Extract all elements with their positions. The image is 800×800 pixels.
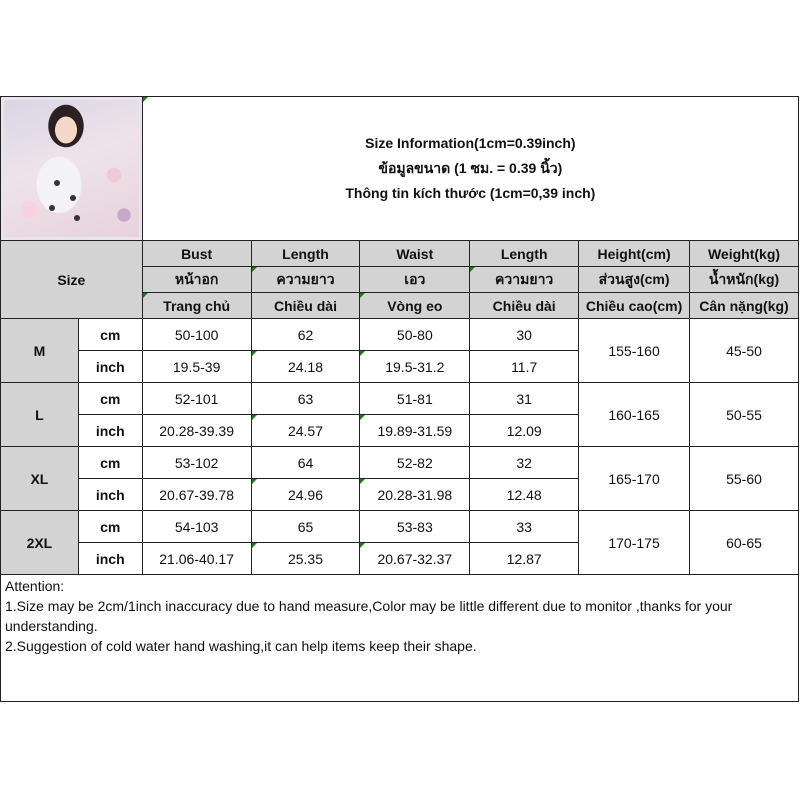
- column-header-th: ส่วนสูง(cm): [579, 267, 690, 293]
- measurement-cell: 53-83: [360, 511, 470, 543]
- column-header-vi: Chiều dài: [251, 293, 360, 319]
- product-photo-cell: [1, 97, 143, 241]
- measurement-cell: 52-82: [360, 447, 470, 479]
- table-row: [1, 511, 799, 543]
- measurement-cell: 65: [251, 511, 360, 543]
- measurement-cell: 64: [251, 447, 360, 479]
- column-header-vi: Vòng eo: [360, 293, 470, 319]
- column-header-th: ความยาว: [251, 267, 360, 293]
- attention-notes: [0, 572, 799, 702]
- size-chart: [0, 96, 799, 702]
- column-header-vi: Chiều dài: [470, 293, 579, 319]
- unit-label: cm: [78, 447, 142, 479]
- measurement-cell: 50-80: [360, 319, 470, 351]
- column-header-en: Length: [251, 241, 360, 267]
- table-row: [1, 447, 799, 479]
- column-header-vi: Cân nặng(kg): [690, 293, 799, 319]
- column-header-th: ความยาว: [470, 267, 579, 293]
- height-range: 160-165: [579, 383, 690, 447]
- title-vietnamese: Thông tin kích thước (1cm=0,39 inch): [345, 185, 596, 201]
- measurement-cell: 19.5-31.2: [360, 351, 470, 383]
- measurement-cell: 63: [251, 383, 360, 415]
- column-header-en: Waist: [360, 241, 470, 267]
- title-thai: ข้อมูลขนาด (1 ซม. = 0.39 นิ้ว): [378, 160, 563, 176]
- unit-label: inch: [78, 479, 142, 511]
- measurement-cell: 20.67-32.37: [360, 543, 470, 575]
- measurement-cell: 24.57: [251, 415, 360, 447]
- size-name: 2XL: [1, 511, 79, 575]
- note-item: 2.Suggestion of cold water hand washing,it can help items keep their shape.: [5, 638, 477, 654]
- column-header-th: หน้าอก: [142, 267, 251, 293]
- notes-heading: Attention:: [5, 578, 65, 594]
- column-header-en: Bust: [142, 241, 251, 267]
- height-range: 155-160: [579, 319, 690, 383]
- weight-range: 50-55: [690, 383, 799, 447]
- product-photo: [4, 100, 139, 237]
- column-header-vi: Chiều cao(cm): [579, 293, 690, 319]
- measurement-cell: 21.06-40.17: [142, 543, 251, 575]
- unit-label: cm: [78, 383, 142, 415]
- title-block: [142, 97, 798, 241]
- measurement-cell: 19.5-39: [142, 351, 251, 383]
- unit-label: cm: [78, 319, 142, 351]
- column-header-en: Height(cm): [579, 241, 690, 267]
- table-row: [1, 383, 799, 415]
- title-english: Size Information(1cm=0.39inch): [365, 135, 576, 151]
- measurement-cell: 11.7: [470, 351, 579, 383]
- table-row: [1, 319, 799, 351]
- measurement-cell: 24.96: [251, 479, 360, 511]
- size-name: XL: [1, 447, 79, 511]
- size-heading: Size: [1, 241, 143, 319]
- size-name: L: [1, 383, 79, 447]
- measurement-cell: 25.35: [251, 543, 360, 575]
- unit-label: inch: [78, 415, 142, 447]
- measurement-cell: 20.28-31.98: [360, 479, 470, 511]
- measurement-cell: 54-103: [142, 511, 251, 543]
- column-header-th: น้ำหนัก(kg): [690, 267, 799, 293]
- measurement-cell: 30: [470, 319, 579, 351]
- column-header-en: Weight(kg): [690, 241, 799, 267]
- measurement-cell: 12.87: [470, 543, 579, 575]
- height-range: 170-175: [579, 511, 690, 575]
- unit-label: cm: [78, 511, 142, 543]
- measurement-cell: 33: [470, 511, 579, 543]
- measurement-cell: 31: [470, 383, 579, 415]
- column-header-th: เอว: [360, 267, 470, 293]
- measurement-cell: 20.28-39.39: [142, 415, 251, 447]
- size-name: M: [1, 319, 79, 383]
- note-item: 1.Size may be 2cm/1inch inaccuracy due to hand measure,Color may be little different due to monitor ,thanks for your understanding.: [5, 598, 733, 634]
- measurement-cell: 20.67-39.78: [142, 479, 251, 511]
- weight-range: 55-60: [690, 447, 799, 511]
- measurement-cell: 62: [251, 319, 360, 351]
- measurement-cell: 51-81: [360, 383, 470, 415]
- unit-label: inch: [78, 543, 142, 575]
- measurement-cell: 24.18: [251, 351, 360, 383]
- measurement-cell: 52-101: [142, 383, 251, 415]
- unit-label: inch: [78, 351, 142, 383]
- measurement-cell: 50-100: [142, 319, 251, 351]
- measurement-cell: 53-102: [142, 447, 251, 479]
- measurement-cell: 12.09: [470, 415, 579, 447]
- column-header-en: Length: [470, 241, 579, 267]
- column-header-vi: Trang chủ: [142, 293, 251, 319]
- height-range: 165-170: [579, 447, 690, 511]
- measurement-cell: 19.89-31.59: [360, 415, 470, 447]
- measurement-cell: 32: [470, 447, 579, 479]
- weight-range: 60-65: [690, 511, 799, 575]
- weight-range: 45-50: [690, 319, 799, 383]
- measurement-cell: 12.48: [470, 479, 579, 511]
- size-table: [0, 96, 799, 575]
